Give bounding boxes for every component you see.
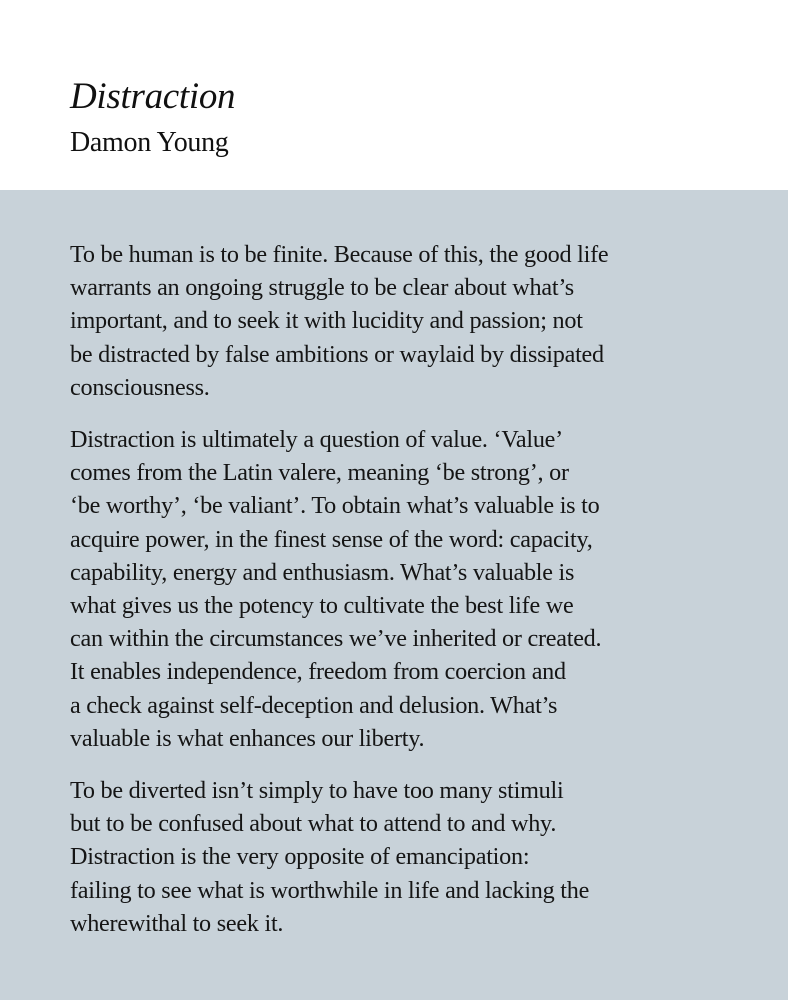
- text-line: what gives us the potency to cultivate the best life we: [70, 592, 574, 620]
- text-line: Distraction is ultimately a question of value. ‘Value’: [70, 426, 563, 454]
- paragraph-2: [70, 423, 730, 755]
- text-line: ‘be worthy’, ‘be valiant’. To obtain what’s valuable is to: [70, 492, 600, 520]
- text-line: be distracted by false ambitions or waylaid by dissipated: [70, 340, 604, 368]
- text-line: warrants an ongoing struggle to be clear about what’s: [70, 274, 574, 302]
- text-line: acquire power, in the finest sense of the word: capacity,: [70, 525, 593, 553]
- header: [0, 0, 790, 190]
- text-line: comes from the Latin valere, meaning ‘be strong’, or: [70, 459, 569, 487]
- text-line: Distraction is the very opposite of emancipation:: [70, 843, 530, 871]
- paragraph-3: [70, 774, 730, 940]
- page-title: Distraction: [70, 76, 236, 117]
- text-line: valuable is what enhances our liberty.: [70, 724, 425, 752]
- text-panel: [0, 190, 790, 1000]
- text-line: consciousness.: [70, 373, 210, 401]
- text-line: failing to see what is worthwhile in life and lacking the: [70, 876, 590, 904]
- author-name: Damon Young: [70, 127, 229, 158]
- text-line: but to be confused about what to attend to and why.: [70, 810, 557, 838]
- text-line: wherewithal to seek it.: [70, 909, 284, 937]
- text-line: To be diverted isn’t simply to have too many stimuli: [70, 777, 564, 805]
- text-line: a check against self-deception and delusion. What’s: [70, 691, 558, 719]
- essay-text: [70, 238, 730, 959]
- text-line: can within the circumstances we’ve inherited or created.: [70, 625, 602, 653]
- paragraph-1: [70, 238, 730, 404]
- text-line: capability, energy and enthusiasm. What’s valuable is: [70, 558, 575, 586]
- text-line: It enables independence, freedom from coercion and: [70, 658, 566, 686]
- text-line: To be human is to be finite. Because of this, the good life: [70, 241, 609, 268]
- text-line: important, and to seek it with lucidity and passion; not: [70, 307, 583, 335]
